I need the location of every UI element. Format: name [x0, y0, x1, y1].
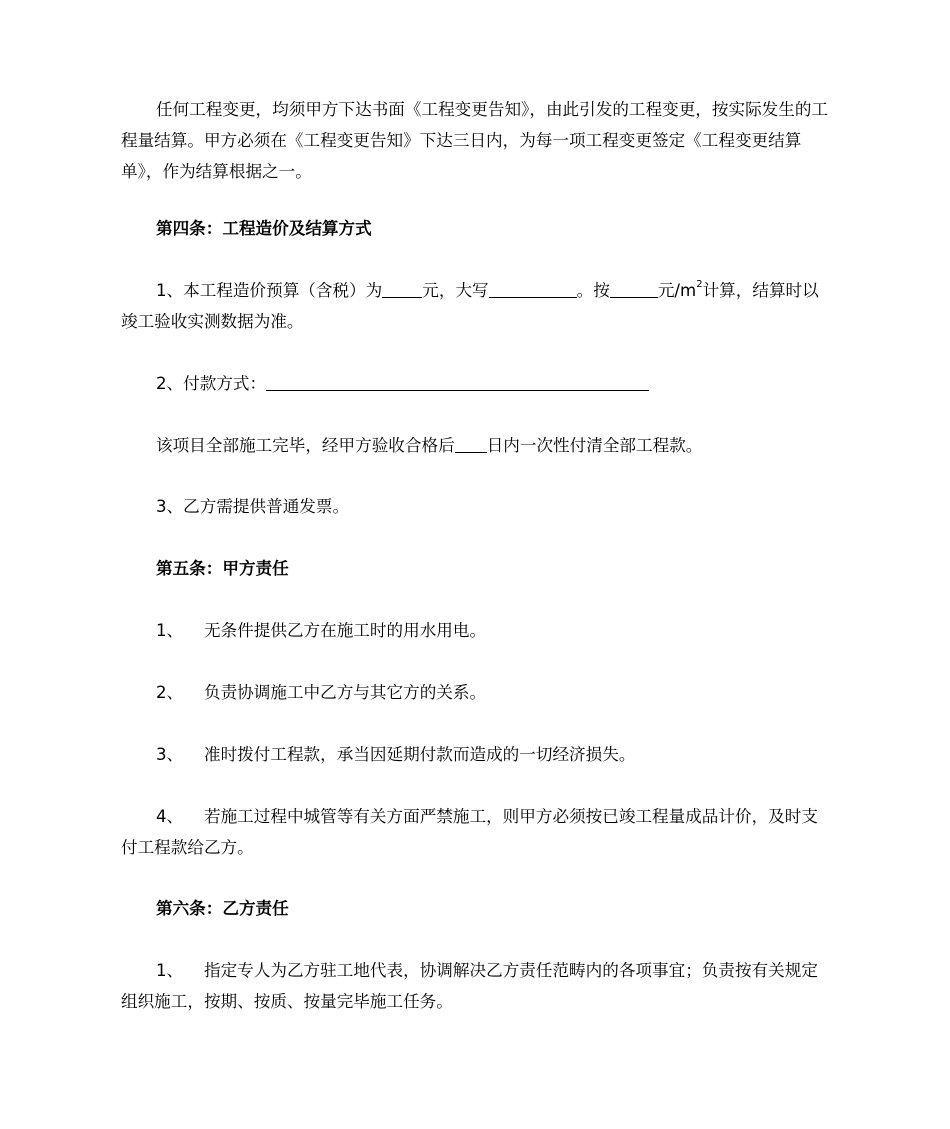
article-6-heading: 第六条：乙方责任: [156, 899, 289, 918]
unit-label: 元/m: [657, 281, 697, 300]
list-text: 准时拨付工程款，承当因延期付款而造成的一切经济损失。: [204, 745, 636, 764]
list-text: 若施工过程中城管等有关方面严禁施工，则甲方必须按已竣工程量成品计价，及时支付工程款给乙方。: [121, 807, 818, 857]
unit-superscript: 2: [696, 279, 703, 291]
settlement-rule: 计算，结算时以竣工验收实测数据为准。: [121, 281, 819, 331]
list-number: 2、: [156, 683, 184, 702]
cost-budget-label: 1、本工程造价预算（含税）为: [156, 281, 383, 300]
payment-detail-text-a: 该项目全部施工完毕，经甲方验收合格后: [156, 436, 455, 455]
article-4-item-1: [121, 275, 833, 337]
list-text: 指定专人为乙方驻工地代表，协调解决乙方责任范畴内的各项事宜；负责按有关规定组织施工，按期、按质、按量完毕施工任务。: [121, 961, 818, 1011]
list-text: 无条件提供乙方在施工时的用水用电。: [204, 621, 487, 640]
article-6-item-1: [121, 955, 833, 1017]
article-5-item-1: [121, 615, 833, 646]
uppercase-amount-blank: [489, 277, 577, 298]
article-4-item-3: 3、乙方需提供普通发票。: [156, 497, 350, 516]
list-number: 4、: [156, 807, 184, 826]
paragraph-change-notice: 任何工程变更，均须甲方下达书面《工程变更告知》，由此引发的工程变更，按实际发生的工程量结算。甲方必须在《工程变更告知》下达三日内，为每一项工程变更签定《工程变更结算单》，作为结算根据之一。: [121, 100, 829, 181]
list-number: 3、: [156, 745, 184, 764]
article-4-item-2-detail: [121, 430, 833, 461]
article-5-heading: 第五条：甲方责任: [156, 559, 289, 578]
article-5-item-4: [121, 801, 833, 863]
payment-method-blank: [266, 370, 649, 391]
article-4-heading: 第四条：工程造价及结算方式: [156, 219, 372, 238]
article-5-item-2: [121, 677, 833, 708]
article-4-item-2: [121, 368, 833, 399]
list-text: 负责协调施工中乙方与其它方的关系。: [204, 683, 487, 702]
yuan-uppercase-label: 元，大写: [422, 281, 489, 300]
per-label: 。按: [576, 281, 610, 300]
payment-detail-text-b: 日内一次性付清全部工程款。: [486, 436, 703, 455]
article-5-item-3: [121, 739, 833, 770]
payment-method-label: 2、付款方式：: [156, 374, 267, 393]
budget-amount-blank: [382, 277, 422, 298]
list-number: 1、: [156, 621, 184, 640]
list-number: 1、: [156, 961, 184, 980]
payment-days-blank: [455, 432, 487, 453]
unit-price-blank: [610, 277, 658, 298]
